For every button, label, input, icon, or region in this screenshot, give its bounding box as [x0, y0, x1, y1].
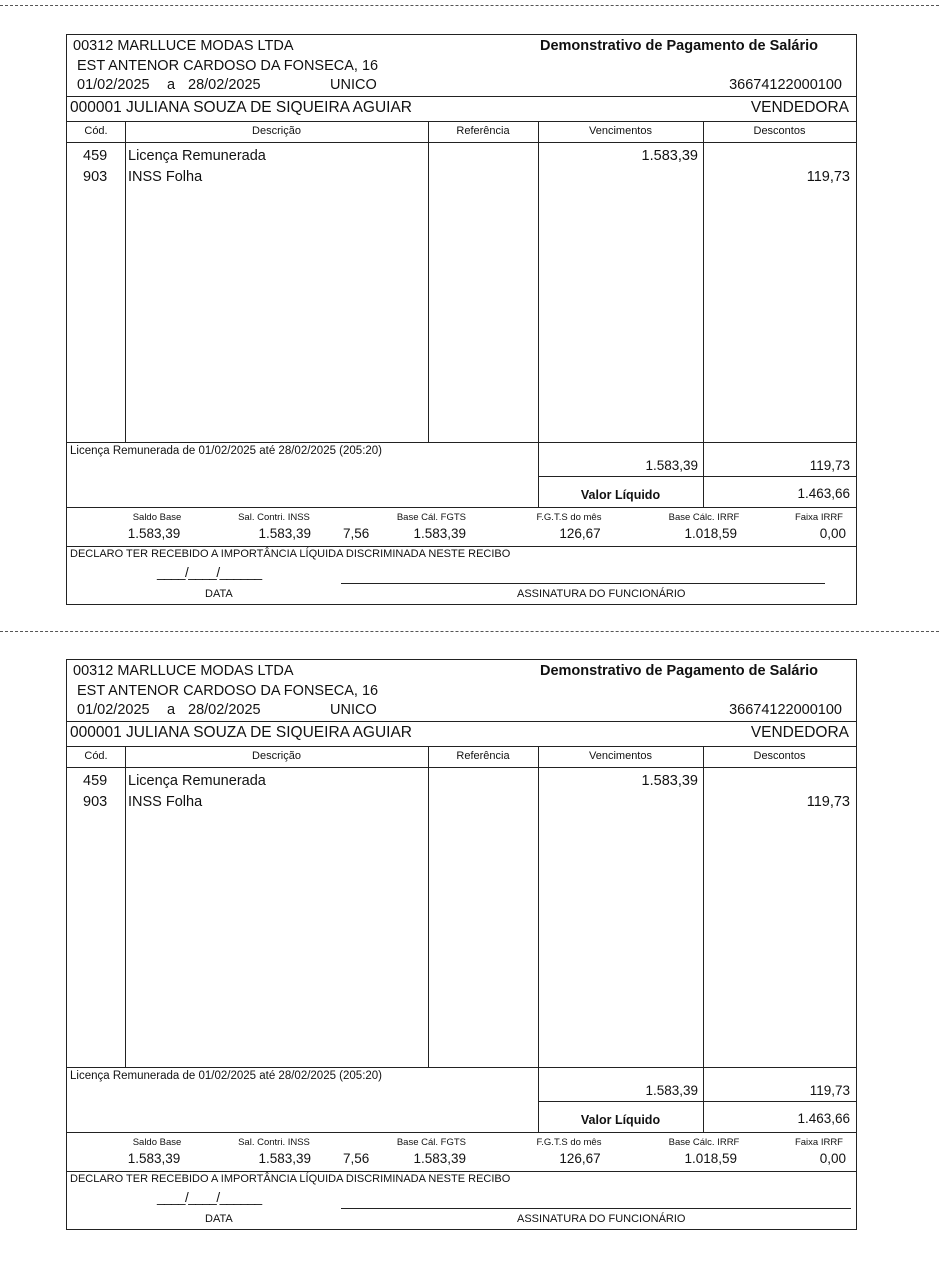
employee-divider [67, 746, 856, 747]
leave-note: Licença Remunerada de 01/02/2025 até 28/02/2025 (205:20) [70, 1070, 383, 1082]
col-sep-reference [538, 121, 539, 507]
totals-divider [538, 1101, 856, 1102]
signature-line [341, 583, 825, 584]
item-deductions: 119,73 [806, 169, 850, 185]
col-sep-code [125, 746, 126, 1067]
company-line: 00312 MARLLUCE MODAS LTDA [73, 663, 294, 679]
period-start: 01/02/2025 [77, 702, 150, 718]
header-divider [67, 721, 856, 722]
date-blank: ____/____/______ [157, 1190, 262, 1205]
inss-base-value: 1.583,39 [258, 1151, 311, 1166]
net-pay-label: Valor Líquido [580, 1113, 661, 1127]
item-description: INSS Folha [128, 794, 203, 810]
column-header-divider [67, 142, 856, 143]
item-code: 459 [83, 773, 108, 789]
period-start: 01/02/2025 [77, 77, 150, 93]
col-sep-description [428, 746, 429, 1067]
item-description: Licença Remunerada [128, 773, 266, 789]
irrf-base-label: Base Cálc. IRRF [668, 1137, 740, 1148]
column-header-divider [67, 767, 856, 768]
item-code: 903 [83, 169, 108, 185]
net-pay-value: 1.463,66 [797, 1111, 850, 1126]
saldo-base-label: Saldo Base [132, 1137, 182, 1148]
col-sep-reference [538, 746, 539, 1132]
fgts-month-label: F.G.T.S do mês [536, 512, 602, 523]
column-deductions-header: Descontos [753, 125, 806, 137]
column-reference-header: Referência [456, 750, 510, 762]
date-label: DATA [205, 588, 233, 600]
signature-label: ASSINATURA DO FUNCIONÁRIO [517, 1213, 686, 1225]
items-bottom-divider [67, 1067, 856, 1068]
payslip-receipt-2 [66, 659, 857, 1230]
inss-rate-value: 7,56 [343, 1151, 370, 1166]
saldo-base-label: Saldo Base [132, 512, 182, 523]
col-sep-earnings [703, 121, 704, 507]
item-code: 459 [83, 148, 108, 164]
company-address: EST ANTENOR CARDOSO DA FONSECA, 16 [77, 683, 379, 699]
items-bottom-divider [67, 442, 856, 443]
column-reference-header: Referência [456, 125, 510, 137]
payslip-receipt-1 [66, 34, 857, 605]
period-separator: a [167, 702, 176, 718]
item-description: INSS Folha [128, 169, 203, 185]
company-line: 00312 MARLLUCE MODAS LTDA [73, 38, 294, 54]
fgts-month-value: 126,67 [559, 526, 601, 541]
header-divider [67, 96, 856, 97]
net-divider [67, 507, 856, 508]
cut-line-middle [0, 631, 939, 632]
fgts-base-value: 1.583,39 [413, 1151, 466, 1166]
date-label: DATA [205, 1213, 233, 1225]
total-earnings: 1.583,39 [645, 1083, 698, 1098]
irrf-band-label: Faixa IRRF [794, 512, 843, 523]
total-deductions: 119,73 [809, 458, 850, 473]
document-title: Demonstrativo de Pagamento de Salário [540, 663, 818, 679]
company-address: EST ANTENOR CARDOSO DA FONSECA, 16 [77, 58, 379, 74]
inss-rate-value: 7,56 [343, 526, 370, 541]
signature-line [341, 1208, 851, 1209]
column-description-header: Descrição [252, 125, 301, 137]
fgts-base-label: Base Cál. FGTS [396, 512, 466, 523]
totals-divider [538, 476, 856, 477]
leave-note: Licença Remunerada de 01/02/2025 até 28/02/2025 (205:20) [70, 445, 383, 457]
irrf-base-label: Base Cálc. IRRF [668, 512, 740, 523]
net-divider [67, 1132, 856, 1133]
employee-job-title: VENDEDORA [750, 724, 849, 741]
cut-line-top [0, 5, 939, 6]
period-separator: a [167, 77, 176, 93]
fgts-base-label: Base Cál. FGTS [396, 1137, 466, 1148]
column-earnings-header: Vencimentos [589, 125, 652, 137]
inss-base-label: Sal. Contri. INSS [238, 1137, 310, 1148]
employee-job-title: VENDEDORA [750, 99, 849, 116]
irrf-band-label: Faixa IRRF [794, 1137, 843, 1148]
period-end: 28/02/2025 [188, 702, 261, 718]
employee-name: 000001 JULIANA SOUZA DE SIQUEIRA AGUIAR [70, 99, 412, 116]
irrf-base-value: 1.018,59 [684, 1151, 737, 1166]
column-code-header: Cód. [84, 750, 108, 762]
period-end: 28/02/2025 [188, 77, 261, 93]
column-deductions-header: Descontos [753, 750, 806, 762]
col-sep-code [125, 121, 126, 442]
payroll-type: UNICO [330, 702, 377, 718]
col-sep-earnings [703, 746, 704, 1132]
irrf-band-value: 0,00 [819, 1151, 846, 1166]
inss-base-label: Sal. Contri. INSS [238, 512, 310, 523]
company-cnpj: 36674122000100 [729, 702, 842, 718]
col-sep-description [428, 121, 429, 442]
inss-base-value: 1.583,39 [258, 526, 311, 541]
bases-divider [67, 1171, 856, 1172]
irrf-band-value: 0,00 [819, 526, 846, 541]
payroll-type: UNICO [330, 77, 377, 93]
saldo-base-value: 1.583,39 [127, 1151, 181, 1166]
column-description-header: Descrição [252, 750, 301, 762]
column-code-header: Cód. [84, 125, 108, 137]
item-earnings: 1.583,39 [641, 148, 698, 164]
bases-divider [67, 546, 856, 547]
total-earnings: 1.583,39 [645, 458, 698, 473]
company-cnpj: 36674122000100 [729, 77, 842, 93]
fgts-base-value: 1.583,39 [413, 526, 466, 541]
date-blank: ____/____/______ [157, 565, 262, 580]
employee-divider [67, 121, 856, 122]
receipt-declaration: DECLARO TER RECEBIDO A IMPORTÂNCIA LÍQUIDA DISCRIMINADA NESTE RECIBO [70, 548, 511, 560]
fgts-month-value: 126,67 [559, 1151, 601, 1166]
signature-label: ASSINATURA DO FUNCIONÁRIO [517, 588, 686, 600]
receipt-declaration: DECLARO TER RECEBIDO A IMPORTÂNCIA LÍQUIDA DISCRIMINADA NESTE RECIBO [70, 1173, 511, 1185]
item-deductions: 119,73 [806, 794, 850, 810]
column-earnings-header: Vencimentos [589, 750, 652, 762]
item-earnings: 1.583,39 [641, 773, 698, 789]
saldo-base-value: 1.583,39 [127, 526, 181, 541]
document-title: Demonstrativo de Pagamento de Salário [540, 38, 818, 54]
irrf-base-value: 1.018,59 [684, 526, 737, 541]
employee-name: 000001 JULIANA SOUZA DE SIQUEIRA AGUIAR [70, 724, 412, 741]
total-deductions: 119,73 [809, 1083, 850, 1098]
item-description: Licença Remunerada [128, 148, 266, 164]
net-pay-value: 1.463,66 [797, 486, 850, 501]
net-pay-label: Valor Líquido [580, 488, 661, 502]
item-code: 903 [83, 794, 108, 810]
fgts-month-label: F.G.T.S do mês [536, 1137, 602, 1148]
